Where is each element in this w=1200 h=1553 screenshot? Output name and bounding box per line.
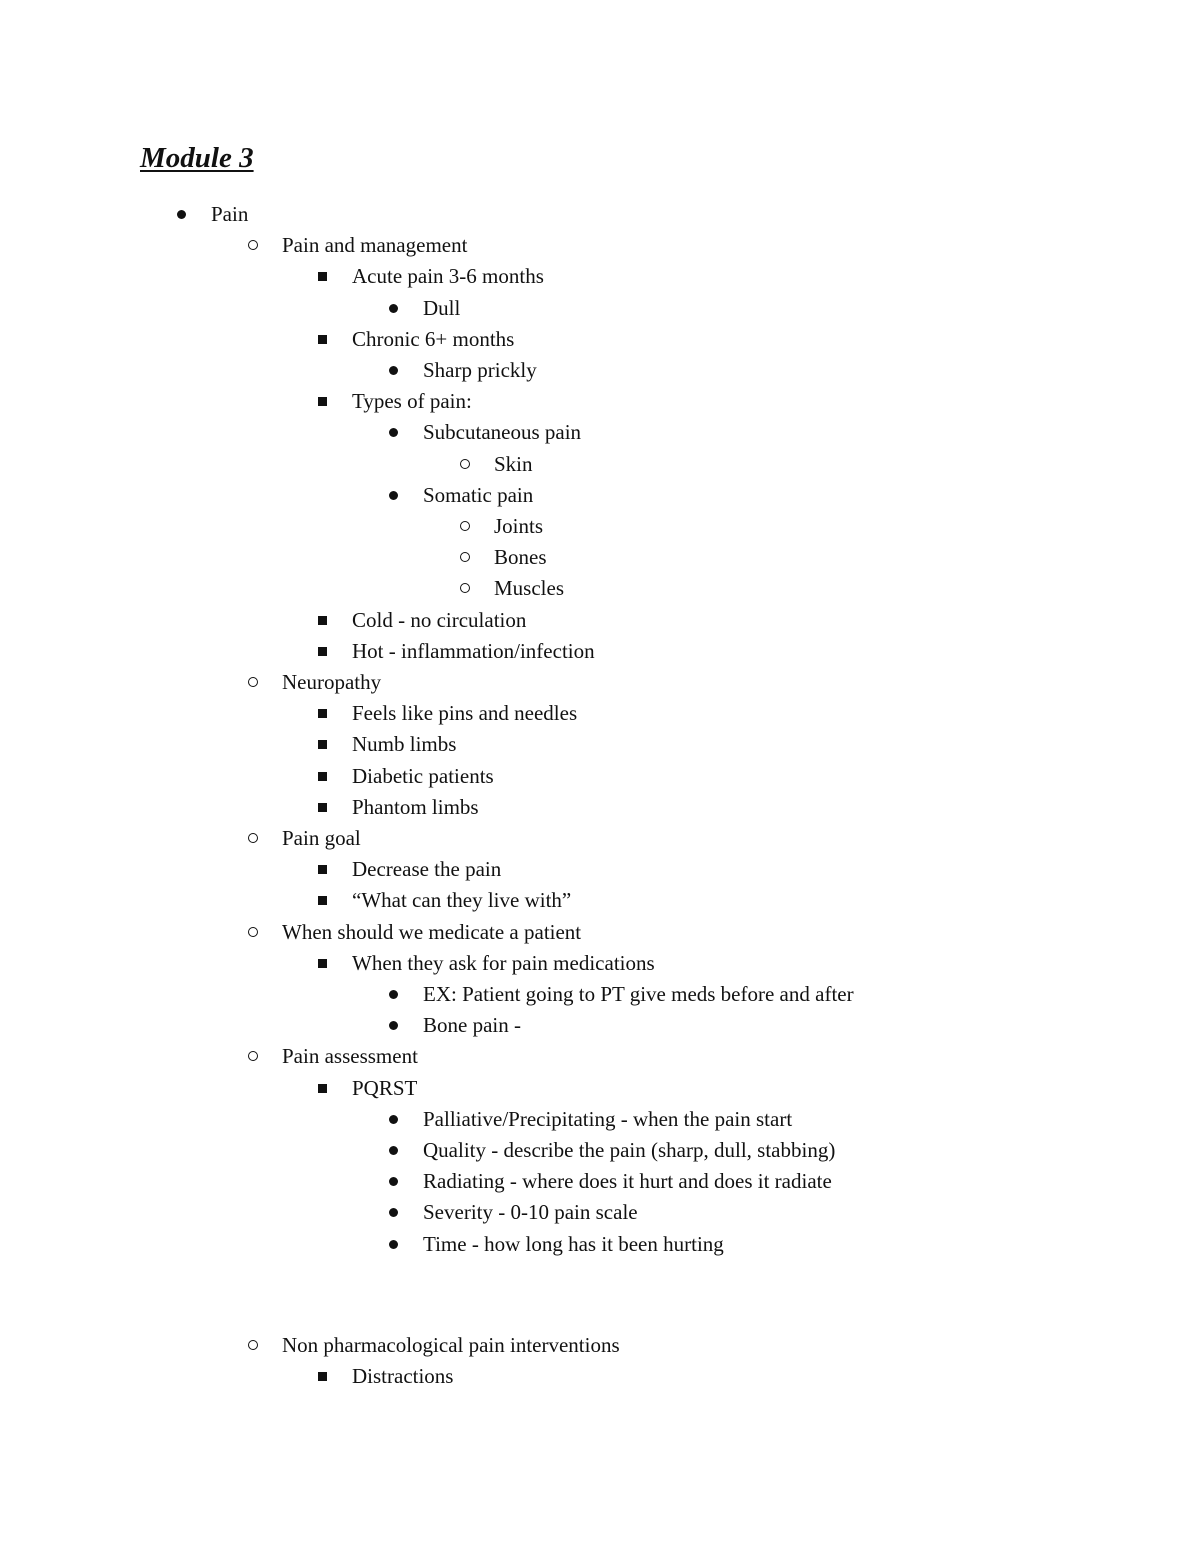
- disc-bullet-icon: [389, 990, 398, 999]
- square-bullet-icon: [318, 647, 327, 656]
- square-bullet-icon: [318, 272, 327, 281]
- outline-item-text: Radiating - where does it hurt and does it radiate: [423, 1169, 832, 1193]
- outline-item-text: Palliative/Precipitating - when the pain start: [423, 1107, 793, 1131]
- disc-bullet-icon: [389, 1240, 398, 1249]
- outline-item-text: Time - how long has it been hurting: [423, 1232, 724, 1256]
- outline-item-text: Dull: [423, 296, 461, 320]
- circle-bullet-icon: [248, 240, 258, 250]
- outline-item-text: Feels like pins and needles: [352, 701, 578, 725]
- outline-item-text: Diabetic patients: [352, 764, 494, 788]
- circle-bullet-icon: [248, 927, 258, 937]
- circle-bullet-icon: [460, 583, 470, 593]
- outline-item-text: Neuropathy: [282, 670, 382, 694]
- disc-bullet-icon: [389, 491, 398, 500]
- square-bullet-icon: [318, 865, 327, 874]
- outline-item-text: Somatic pain: [423, 483, 534, 507]
- outline-item-text: Bones: [494, 545, 547, 569]
- disc-bullet-icon: [177, 210, 186, 219]
- outline-item-text: Non pharmacological pain interventions: [282, 1333, 620, 1357]
- outline-item-text: Muscles: [494, 576, 564, 600]
- outline-item-text: Bone pain -: [423, 1013, 521, 1037]
- disc-bullet-icon: [389, 1177, 398, 1186]
- outline-item-text: Distractions: [352, 1364, 454, 1388]
- outline-item-text: Types of pain:: [352, 389, 472, 413]
- disc-bullet-icon: [389, 1208, 398, 1217]
- outline-item-text: When they ask for pain medications: [352, 951, 655, 975]
- square-bullet-icon: [318, 803, 327, 812]
- square-bullet-icon: [318, 959, 327, 968]
- square-bullet-icon: [318, 397, 327, 406]
- circle-bullet-icon: [460, 459, 470, 469]
- outline-item-text: Subcutaneous pain: [423, 420, 582, 444]
- outline-item-text: Chronic 6+ months: [352, 327, 515, 351]
- disc-bullet-icon: [389, 428, 398, 437]
- square-bullet-icon: [318, 335, 327, 344]
- outline-item-text: PQRST: [352, 1076, 418, 1100]
- outline-item-text: Quality - describe the pain (sharp, dull, stabbing): [423, 1138, 836, 1162]
- outline-item-text: “What can they live with”: [352, 888, 572, 912]
- outline-item-text: Pain: [211, 202, 249, 226]
- disc-bullet-icon: [389, 366, 398, 375]
- square-bullet-icon: [318, 1084, 327, 1093]
- disc-bullet-icon: [389, 1115, 398, 1124]
- circle-bullet-icon: [460, 552, 470, 562]
- outline-item-text: Severity - 0-10 pain scale: [423, 1200, 638, 1224]
- outline-item-text: EX: Patient going to PT give meds before and after: [423, 982, 854, 1006]
- outline-item-text: Pain goal: [282, 826, 361, 850]
- outline-item-text: Numb limbs: [352, 732, 457, 756]
- square-bullet-icon: [318, 709, 327, 718]
- circle-bullet-icon: [460, 521, 470, 531]
- outline-item-text: Cold - no circulation: [352, 608, 527, 632]
- outline-item-text: Decrease the pain: [352, 857, 502, 881]
- disc-bullet-icon: [389, 304, 398, 313]
- outline-item-text: When should we medicate a patient: [282, 920, 582, 944]
- square-bullet-icon: [318, 1372, 327, 1381]
- square-bullet-icon: [318, 772, 327, 781]
- outline-item-text: Sharp prickly: [423, 358, 537, 382]
- square-bullet-icon: [318, 616, 327, 625]
- circle-bullet-icon: [248, 1051, 258, 1061]
- outline-item-text: Pain and management: [282, 233, 468, 257]
- outline-item-text: Hot - inflammation/infection: [352, 639, 595, 663]
- outline-item-text: Skin: [494, 452, 533, 476]
- disc-bullet-icon: [389, 1021, 398, 1030]
- circle-bullet-icon: [248, 1340, 258, 1350]
- square-bullet-icon: [318, 896, 327, 905]
- outline-item-text: Pain assessment: [282, 1044, 418, 1068]
- outline-item-text: Phantom limbs: [352, 795, 479, 819]
- square-bullet-icon: [318, 740, 327, 749]
- outline-item-text: Joints: [494, 514, 544, 538]
- circle-bullet-icon: [248, 677, 258, 687]
- circle-bullet-icon: [248, 833, 258, 843]
- disc-bullet-icon: [389, 1146, 398, 1155]
- outline-item-text: Acute pain 3-6 months: [352, 264, 544, 288]
- page-title: Module 3: [140, 142, 254, 174]
